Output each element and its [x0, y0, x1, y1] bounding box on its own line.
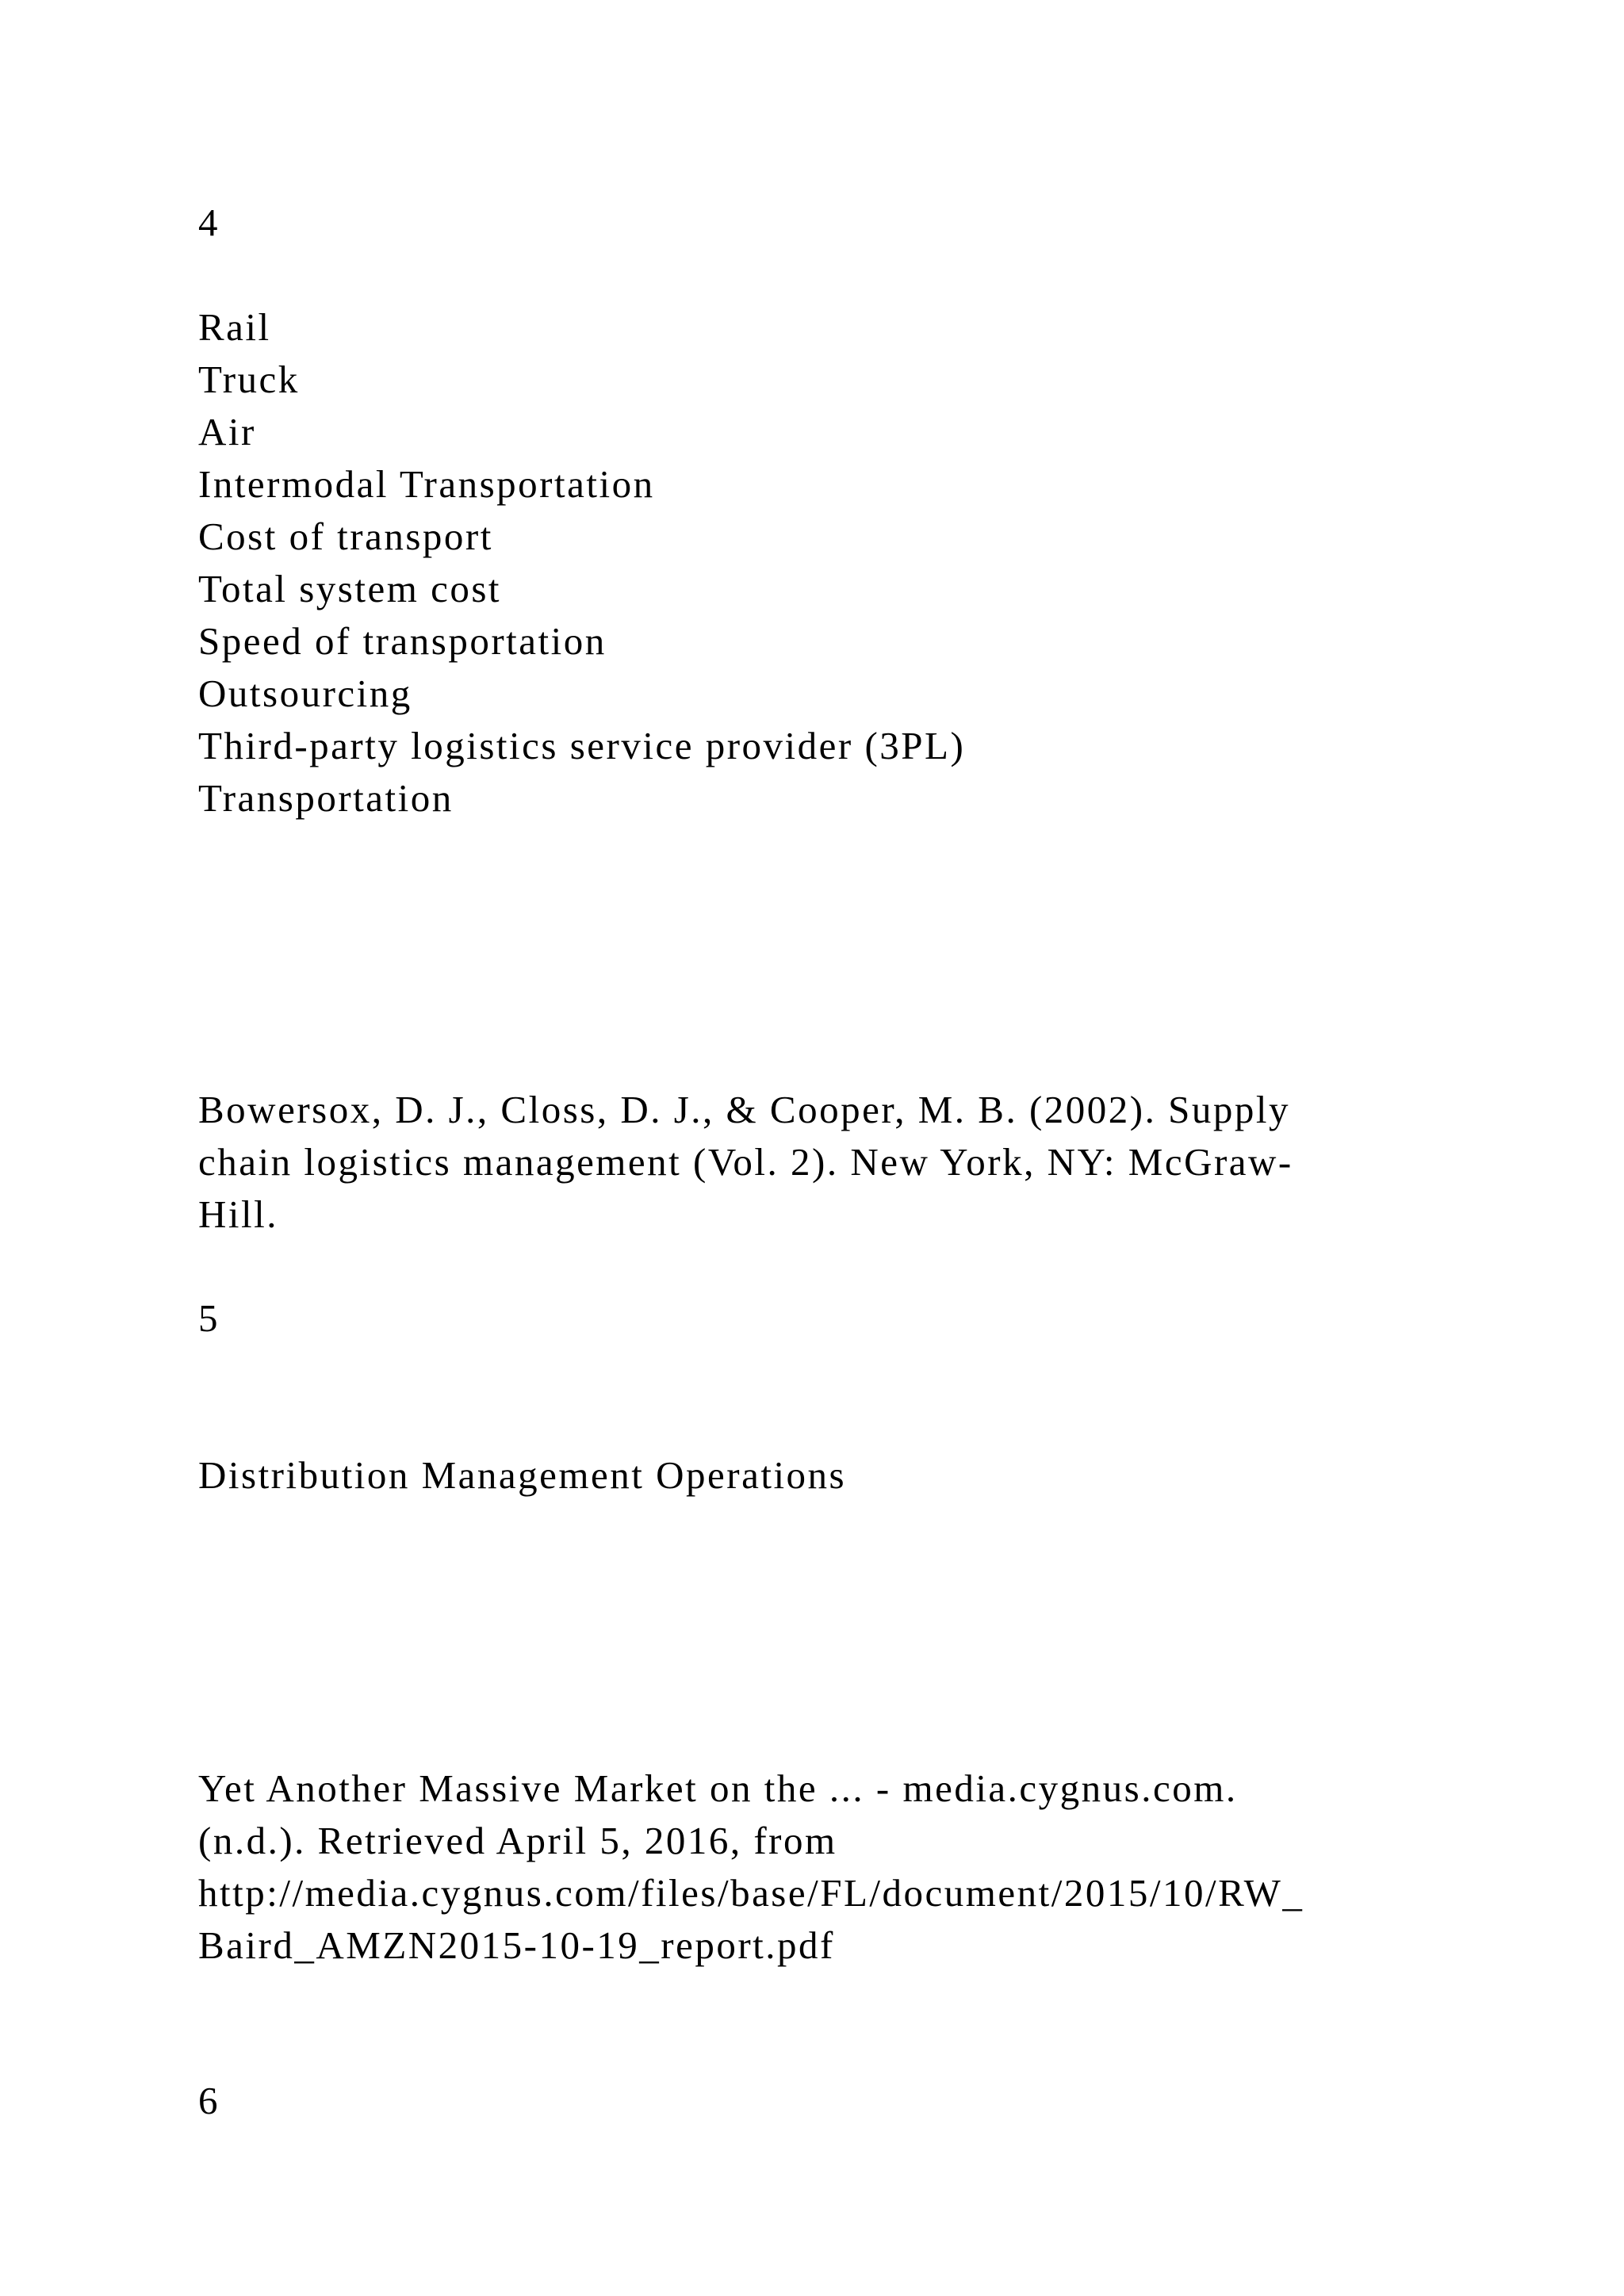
reference-bowersox — [198, 1084, 1435, 1241]
reference-line: Bowersox, D. J., Closs, D. J., & Cooper, M. B. (2002). Supply — [198, 1088, 1290, 1131]
term-cost-of-transport: Cost of transport — [198, 515, 493, 558]
term-rail: Rail — [198, 305, 271, 349]
reference-url-line: http://media.cygnus.com/files/base/FL/document/2015/10/RW_ — [198, 1871, 1304, 1915]
term-truck: Truck — [198, 358, 300, 401]
term-3pl: Third-party logistics service provider (3PL) — [198, 724, 966, 767]
term-air: Air — [198, 410, 256, 453]
heading-text: Distribution Management Operations — [198, 1453, 847, 1497]
term-outsourcing: Outsourcing — [198, 672, 412, 715]
section-heading — [198, 1449, 1435, 1502]
reference-url-line: Baird_AMZN2015-10-19_report.pdf — [198, 1923, 835, 1967]
term-speed-of-transportation: Speed of transportation — [198, 619, 607, 663]
reference-line: (n.d.). Retrieved April 5, 2016, from — [198, 1819, 837, 1862]
page-number: 5 — [198, 1296, 220, 1340]
page-number: 6 — [198, 2079, 220, 2122]
reference-cygnus — [198, 1762, 1435, 1972]
reference-line: chain logistics management (Vol. 2). New York, NY: McGraw- — [198, 1140, 1293, 1184]
page-number: 4 — [198, 201, 220, 244]
reference-line: Hill. — [198, 1192, 278, 1236]
term-intermodal-transportation: Intermodal Transportation — [198, 462, 655, 506]
reference-line: Yet Another Massive Market on the ... - media.cygnus.com. — [198, 1766, 1238, 1810]
term-list — [198, 301, 1435, 825]
term-total-system-cost: Total system cost — [198, 567, 502, 610]
term-transportation: Transportation — [198, 776, 454, 820]
